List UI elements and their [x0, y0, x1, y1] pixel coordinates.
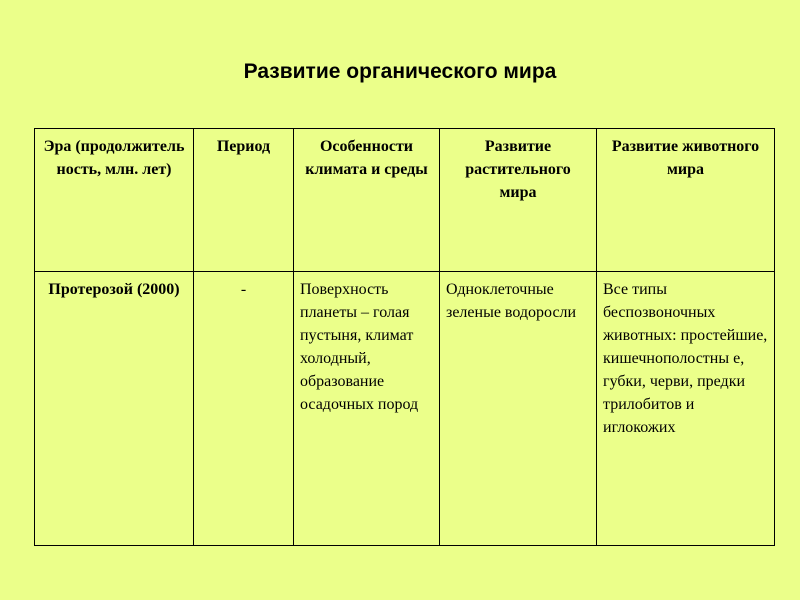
- column-header-animals: Развитие животного мира: [597, 129, 775, 272]
- cell-plants: Одноклеточные зеленые водоросли: [440, 272, 597, 546]
- data-table: [34, 128, 775, 546]
- table-row: [35, 272, 775, 546]
- cell-animals: Все типы беспозвоночных животных: простейшие, кишечнополостны е, губки, черви, предки трилобитов и иглокожих: [597, 272, 775, 546]
- column-header-era: Эра (продолжитель ность, млн. лет): [35, 129, 194, 272]
- cell-period: -: [194, 272, 294, 546]
- page-title: Развитие органического мира: [243, 60, 557, 83]
- column-header-period: Период: [194, 129, 294, 272]
- cell-era: Протерозой (2000): [35, 272, 194, 546]
- table-header-row: [35, 129, 775, 272]
- cell-climate: Поверхность планеты – голая пустыня, климат холодный, образование осадочных пород: [294, 272, 440, 546]
- column-header-plants: Развитие растительного мира: [440, 129, 597, 272]
- column-header-climate: Особенности климата и среды: [294, 129, 440, 272]
